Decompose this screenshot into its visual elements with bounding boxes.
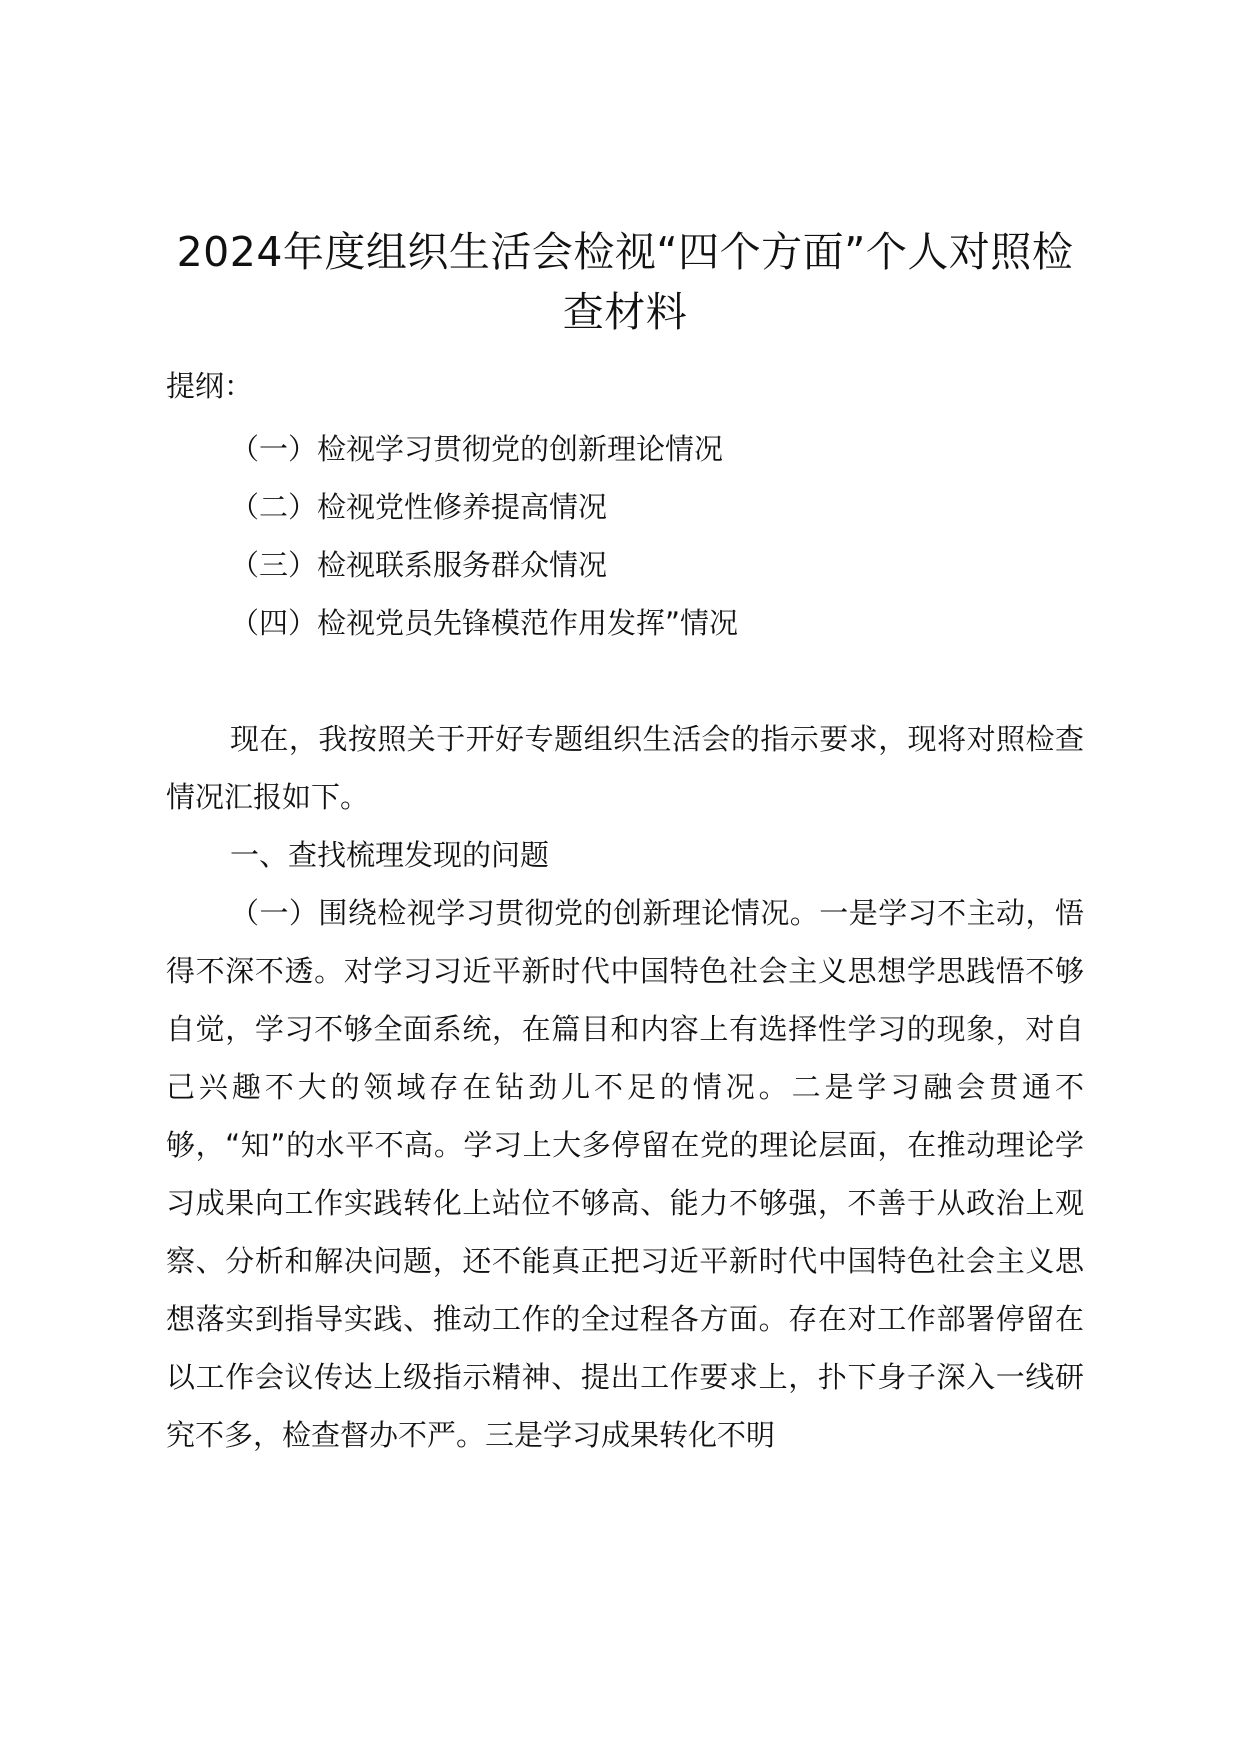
section-heading: 一、查找梳理发现的问题 (230, 838, 550, 872)
section-paragraph: （一）围绕检视学习贯彻党的创新理论情况。一是学习不主动，悟得不深不透。对学习习近平新时代中国特色社会主义思想学思践悟不够自觉，学习不够全面系统，在篇目和内容上有选择性学习的现象，对自己兴趣不大的领域存在钻劲儿不足的情况。二是学习融会贯通不够，“知”的水平不高。学习上大多停留在党的理论层面，在推动理论学习成果向工作实践转化上站位不够高、能力不够强，不善于从政治上观察、分析和解决问题，还不能真正把习近平新时代中国特色社会主义思想落实到指导实践、推动工作的全过程各方面。存在对工作部署停留在以工作会议传达上级指示精神、提出工作要求上，扑下身子深入一线研究不多，检查督办不严。三是学习成果转化不明 (166, 896, 1084, 1452)
outline-item: （四）检视党员先锋模范作用发挥”情况 (230, 606, 739, 640)
outline-label: 提纲： (166, 369, 254, 403)
outline-item: （二）检视党性修养提高情况 (230, 490, 608, 524)
intro-paragraph: 现在，我按照关于开好专题组织生活会的指示要求，现将对照检查情况汇报如下。 (166, 722, 1084, 814)
outline-item: （一）检视学习贯彻党的创新理论情况 (230, 432, 724, 466)
outline-list (230, 420, 738, 652)
outline-item: （三）检视联系服务群众情况 (230, 548, 608, 582)
document-body (166, 710, 1084, 1464)
document-title: 2024年度组织生活会检视“四个方面”个人对照检查材料 (176, 228, 1074, 336)
